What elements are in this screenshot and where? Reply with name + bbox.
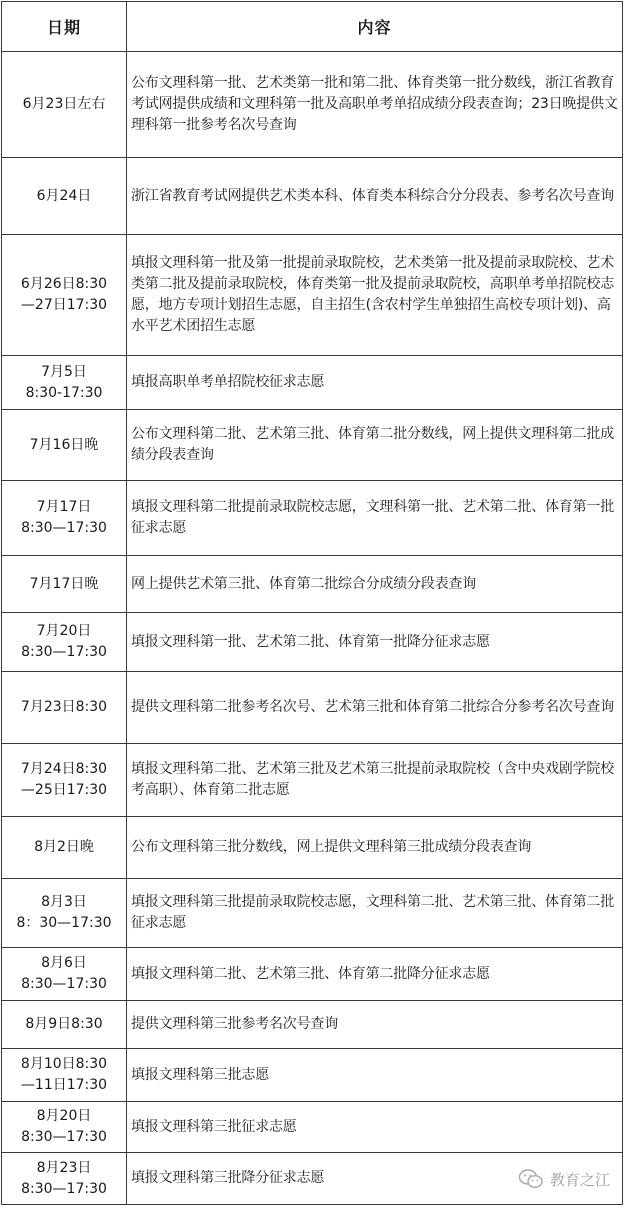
date-cell: 8月2日晚 [2, 817, 127, 879]
table-row [2, 1049, 623, 1102]
date-cell: 6月23日左右 [2, 52, 127, 158]
table-row [2, 613, 623, 672]
content-cell: 公布文理科第二批、艺术第三批、体育第二批分数线，网上提供文理科第二批成绩分段表查询 [127, 410, 623, 481]
content-cell: 网上提供艺术第三批、体育第二批综合分成绩分段表查询 [127, 556, 623, 613]
date-cell: 8月3日 8：30—17:30 [2, 879, 127, 948]
table-row [2, 356, 623, 410]
table-row [2, 672, 623, 744]
table-row [2, 158, 623, 235]
content-cell: 填报文理科第二批、艺术第三批、体育第二批降分征求志愿 [127, 948, 623, 1001]
date-cell: 7月5日 8:30-17:30 [2, 356, 127, 410]
content-cell: 提供文理科第二批参考名次号、艺术第三批和体育第二批综合分参考名次号查询 [127, 672, 623, 744]
table-row [2, 879, 623, 948]
table-row [2, 235, 623, 356]
content-cell: 提供文理科第三批参考名次号查询 [127, 1001, 623, 1049]
table-row [2, 556, 623, 613]
date-cell: 7月23日8:30 [2, 672, 127, 744]
date-cell: 8月9日8:30 [2, 1001, 127, 1049]
content-cell: 填报高职单考单招院校征求志愿 [127, 356, 623, 410]
table-row [2, 744, 623, 817]
content-cell: 填报文理科第二批提前录取院校志愿，文理科第一批、艺术第二批、体育第一批征求志愿 [127, 481, 623, 556]
content-cell: 填报文理科第三批志愿 [127, 1049, 623, 1102]
date-cell: 8月6日 8:30—17:30 [2, 948, 127, 1001]
table-row [2, 1153, 623, 1205]
date-cell: 7月17日晚 [2, 556, 127, 613]
date-cell: 7月24日8:30 —25日17:30 [2, 744, 127, 817]
header-row [2, 2, 623, 52]
table-row [2, 1001, 623, 1049]
table-row [2, 481, 623, 556]
content-cell: 填报文理科第一批、艺术第二批、体育第一批降分征求志愿 [127, 613, 623, 672]
content-cell: 填报文理科第二批、艺术第三批及艺术第三批提前录取院校（含中央戏剧学院校考高职）、体育第二批志愿 [127, 744, 623, 817]
date-cell: 6月24日 [2, 158, 127, 235]
schedule-table [1, 1, 623, 1205]
date-cell: 8月20日 8:30—17:30 [2, 1102, 127, 1153]
content-cell: 填报文理科第一批及第一批提前录取院校，艺术类第一批及提前录取院校、艺术类第二批及提前录取院校，体育类第一批及提前录取院校，高职单考单招院校志愿，地方专项计划招生志愿，自主招生(含农村学生单独招生高校专项计划)、高水平艺术团招生志愿 [127, 235, 623, 356]
table-row [2, 410, 623, 481]
header-date: 日期 [2, 2, 127, 52]
content-cell: 公布文理科第三批分数线，网上提供文理科第三批成绩分段表查询 [127, 817, 623, 879]
date-cell: 7月17日 8:30—17:30 [2, 481, 127, 556]
date-cell: 7月16日晚 [2, 410, 127, 481]
date-cell: 8月23日 8:30—17:30 [2, 1153, 127, 1205]
table-row [2, 1102, 623, 1153]
header-content: 内容 [127, 2, 623, 52]
content-cell: 浙江省教育考试网提供艺术类本科、体育类本科综合分分段表、参考名次号查询 [127, 158, 623, 235]
content-cell: 填报文理科第三批征求志愿 [127, 1102, 623, 1153]
content-cell: 公布文理科第一批、艺术类第一批和第二批、体育类第一批分数线，浙江省教育考试网提供成绩和文理科第一批及高职单考单招成绩分段表查询；23日晚提供文理科第一批参考名次号查询 [127, 52, 623, 158]
watermark-text: 教育之江 [549, 1170, 610, 1189]
table-row [2, 817, 623, 879]
table-row [2, 52, 623, 158]
date-cell: 6月26日8:30 —27日17:30 [2, 235, 127, 356]
content-cell: 填报文理科第三批降分征求志愿 [127, 1153, 623, 1205]
date-cell: 7月20日 8:30—17:30 [2, 613, 127, 672]
date-cell: 8月10日8:30 —11日17:30 [2, 1049, 127, 1102]
table-row [2, 948, 623, 1001]
content-cell: 填报文理科第三批提前录取院校志愿，文理科第二批、艺术第三批、体育第二批征求志愿 [127, 879, 623, 948]
